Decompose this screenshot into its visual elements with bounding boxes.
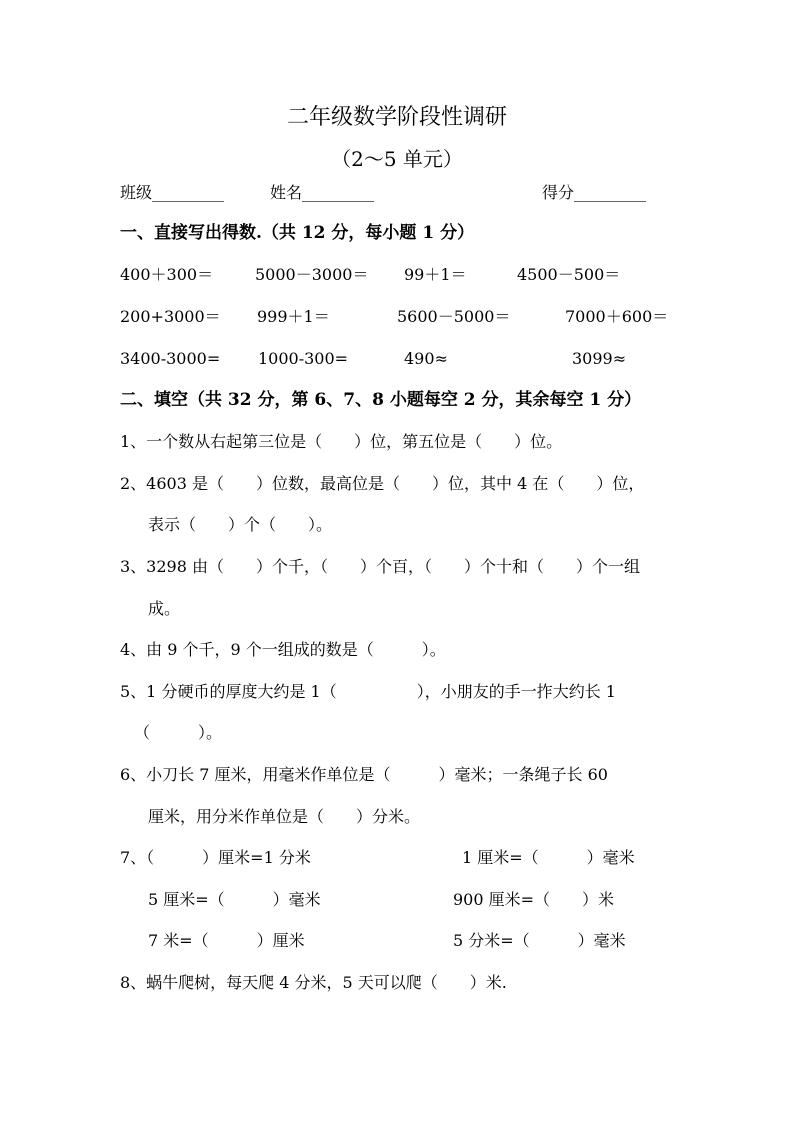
calc-item: 490≈ xyxy=(404,349,448,368)
question-4: 4、由 9 个千，9 个一组成的数是（ ）。 xyxy=(120,640,446,659)
calc-item: 200+3000＝ xyxy=(120,307,221,326)
question-8: 8、蜗牛爬树，每天爬 4 分米，5 天可以爬（ ）米. xyxy=(120,973,507,992)
question-7-item: 1 厘米=（ ）毫米 xyxy=(462,848,635,867)
calc-item: 5000－3000＝ xyxy=(255,265,369,284)
page-subtitle: （2～5 单元） xyxy=(331,147,463,171)
question-6-line2: 厘米，用分米作单位是（ ）分米。 xyxy=(148,807,421,826)
question-5-line1: 5、1 分硬币的厚度大约是 1（ ），小朋友的手一拃大约长 1 xyxy=(120,682,616,701)
question-1: 1、一个数从右起第三位是（ ）位，第五位是（ ）位。 xyxy=(120,432,563,451)
question-7-item: 5 分米=（ ）毫米 xyxy=(453,931,626,950)
name-field[interactable]: 姓名_________ xyxy=(270,183,375,202)
score-field[interactable]: 得分_________ xyxy=(542,183,647,202)
calc-item: 7000＋600＝ xyxy=(565,307,669,326)
calc-item: 3099≈ xyxy=(572,349,627,368)
class-field[interactable]: 班级_________ xyxy=(120,183,225,202)
section1-heading: 一、直接写出得数.（共 12 分，每小题 1 分） xyxy=(120,223,475,243)
question-7-item: 7 米=（ ）厘米 xyxy=(148,931,305,950)
question-7-item: 7、（ ）厘米=1 分米 xyxy=(120,848,311,867)
question-5-line2: （ ）。 xyxy=(134,723,223,742)
question-2-line1: 2、4603 是（ ）位数，最高位是（ ）位，其中 4 在（ ）位， xyxy=(120,474,645,493)
question-7-item: 5 厘米=（ ）毫米 xyxy=(148,890,321,909)
question-7-item: 900 厘米=（ ）米 xyxy=(453,890,615,909)
question-3-line2: 成。 xyxy=(148,599,181,618)
calc-item: 400＋300＝ xyxy=(120,265,214,284)
calc-item: 1000-300= xyxy=(258,349,349,368)
calc-item: 5600－5000＝ xyxy=(397,307,511,326)
calc-item: 99＋1＝ xyxy=(404,265,467,284)
calc-item: 3400-3000= xyxy=(120,349,221,368)
page-title: 二年级数学阶段性调研 xyxy=(286,105,507,130)
question-2-line2: 表示（ ）个（ ）。 xyxy=(148,515,333,534)
question-3-line1: 3、3298 由（ ）个千，（ ）个百，（ ）个十和（ ）个一组 xyxy=(120,557,640,576)
calc-item: 999＋1＝ xyxy=(257,307,330,326)
question-6-line1: 6、小刀长 7 厘米，用毫米作单位是（ ）毫米；一条绳子长 60 xyxy=(120,765,608,784)
calc-item: 4500－500＝ xyxy=(517,265,621,284)
section2-heading: 二、填空（共 32 分，第 6、7、8 小题每空 2 分，其余每空 1 分） xyxy=(120,390,642,410)
